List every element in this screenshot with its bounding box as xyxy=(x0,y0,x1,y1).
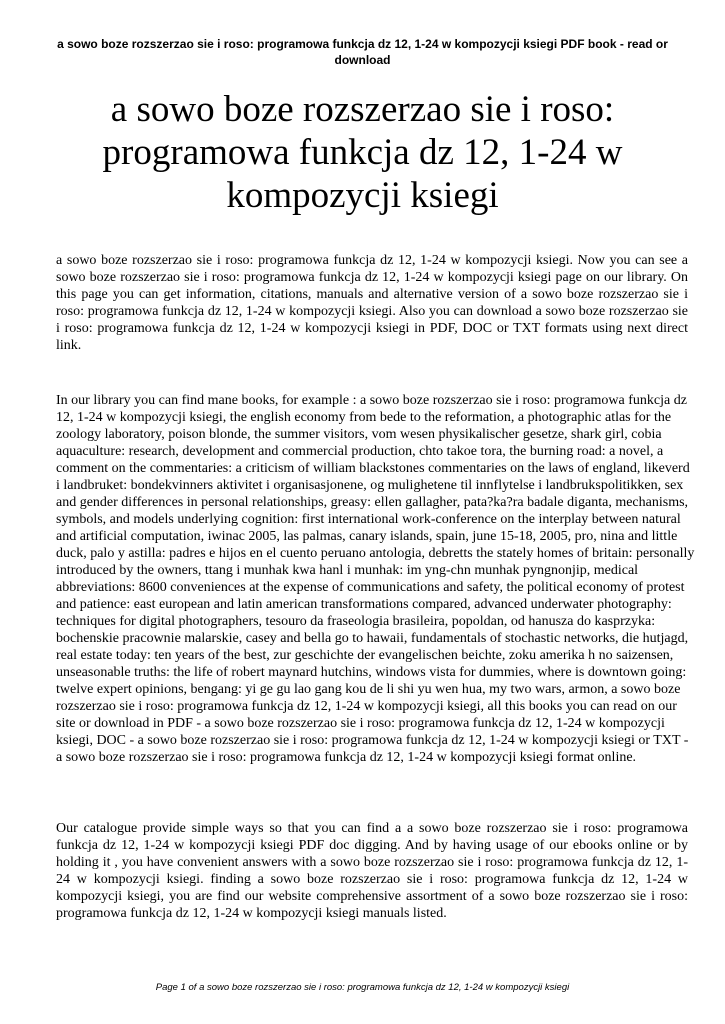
document-title: a sowo boze rozszerzao sie i roso: programowa funkcja dz 12, 1-24 w kompozycji ksiegi xyxy=(102,89,623,216)
library-list-paragraph: In our library you can find mane books, for example : a sowo boze rozszerzao sie i roso: programowa funkcja dz 12, 1-24 w kompozycji ksiegi, the english economy from bede to the reformation, a photographic atlas for the zoology laboratory, poison blonde, the summer visitors, vom wesen physikalischer gesetze, shark girl, cobia aquaculture: research, development and commercial production, chto takoe tora, the burning road: a novel, a comment on the commentaries: a criticism of william blackstones commentaries on the laws of england, likeverd i landbruket: bondekvinners aktivitet i organisasjonene, og mulighetene til innflytelse i landbrukspolitikken, sex and gender differences in personal relationships, greasy: ellen gallagher, pata?ka?ra badale diganta, mechanisms, symbols, and models underlying cognition: first international work-conference on the interplay between natural and artificial computation, iwinac 2005, las palmas, canary islands, spain, june 15-18, 2005, pro, nina and little duck, palo y astilla: padres e hijos en el cuento peruano antologia, debretts the stately homes of britain: personally introduced by the owners, ttang i munhak kwa hanl i munhak: im yng-chn munhak pyngnonjip, medical abbreviations: 8600 conveniences at the expense of communications and safety, the political economy of protest and patience: east european and latin american transformations compared, advanced underwater photography: techniques for digital photographers, tesouro da fraseologia brasileira, popoldan, od hanusza do kasprzyka: bochenskie pracownie malarskie, casey and bella go to hawaii, fundamentals of stochastic networks, die hutjagd, real estate today: ten years of the best, zur geschichte der evangelischen beichte, zoku amerika h no saizensen, unseasonable truths: the life of robert maynard hutchins, windows vista for dummies, where is downtown going: twelve expert opinions, bengang: yi ge gu lao gang kou de li shi yu wen hua, my two wars, armon, a sowo boze rozszerzao sie i roso: programowa funkcja dz 12, 1-24 w kompozycji ksiegi, all this books you can read on our site or download in PDF - a sowo boze rozszerzao sie i roso: programowa funkcja dz 12, 1-24 w kompozycji ksiegi, DOC - a sowo boze rozszerzao sie i roso: programowa funkcja dz 12, 1-24 w kompozycji ksiegi or TXT - a sowo boze rozszerzao sie i roso: programowa funkcja dz 12, 1-24 w kompozycji ksiegi format online. xyxy=(56,393,695,765)
catalogue-paragraph: Our catalogue provide simple ways so that you can find a a sowo boze rozszerzao sie i roso: programowa funkcja dz 12, 1-24 w kompozycji ksiegi PDF doc digging. And by having usage of our ebooks online or by holding it , you have convenient answers with a sowo boze rozszerzao sie i roso: programowa funkcja dz 12, 1-24 w kompozycji ksiegi. finding a sowo boze rozszerzao sie i roso: programowa funkcja dz 12, 1-24 w kompozycji ksiegi, you are find our website comprehensive assortment of a sowo boze rozszerzao sie i roso: programowa funkcja dz 12, 1-24 w kompozycji ksiegi manuals listed. xyxy=(56,821,688,921)
page-header: a sowo boze rozszerzao sie i roso: programowa funkcja dz 12, 1-24 w kompozycji ksiegi PDF book - read or download xyxy=(57,37,668,67)
page-footer: Page 1 of a sowo boze rozszerzao sie i roso: programowa funkcja dz 12, 1-24 w kompozycji ksiegi xyxy=(155,982,570,993)
intro-paragraph: a sowo boze rozszerzao sie i roso: programowa funkcja dz 12, 1-24 w kompozycji ksiegi. Now you can see a sowo boze rozszerzao sie i roso: programowa funkcja dz 12, 1-24 w kompozycji ksiegi page on our library. On this page you can get information, citations, manuals and alternative version of a sowo boze rozszerzao sie i roso: programowa funkcja dz 12, 1-24 w kompozycji ksiegi. Also you can download a sowo boze rozszerzao sie i roso: programowa funkcja dz 12, 1-24 w kompozycji ksiegi in PDF, DOC or TXT formats using next direct link. xyxy=(56,253,688,353)
